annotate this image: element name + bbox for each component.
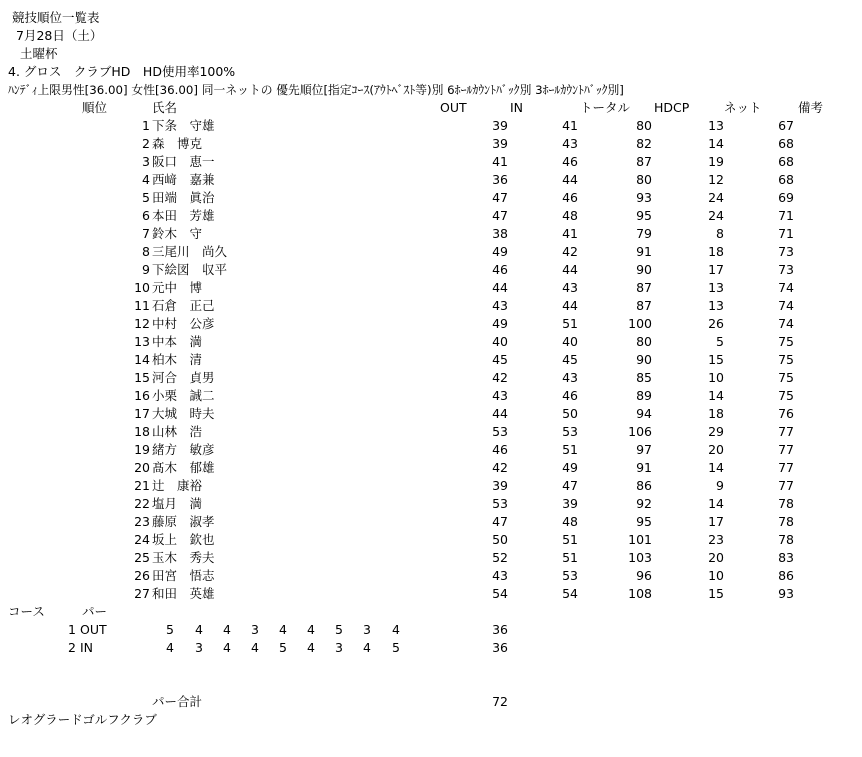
out-score: 43 xyxy=(492,388,508,403)
rank-cell: 14 xyxy=(134,352,150,367)
table-row xyxy=(0,441,862,459)
total-score: 82 xyxy=(636,136,652,151)
out-score: 42 xyxy=(492,460,508,475)
competition-format: 4. グロス クラブHD HD使用率100% xyxy=(8,64,236,79)
player-name: 緒方 敏彦 xyxy=(152,442,215,457)
rank-cell: 15 xyxy=(134,370,150,385)
table-row xyxy=(0,369,862,387)
net-score: 76 xyxy=(778,406,794,421)
rank-cell: 16 xyxy=(134,388,150,403)
player-name: 西﨑 嘉兼 xyxy=(152,172,215,187)
par-hole-5: 5 xyxy=(279,640,287,655)
rank-cell: 5 xyxy=(142,190,150,205)
table-row xyxy=(0,495,862,513)
handicap: 17 xyxy=(708,514,724,529)
out-score: 45 xyxy=(492,352,508,367)
player-name: 下絵図 収平 xyxy=(152,262,228,277)
event-date: 7月28日（土） xyxy=(16,28,103,43)
rank-cell: 6 xyxy=(142,208,150,223)
total-score: 80 xyxy=(636,334,652,349)
rank-cell: 1 xyxy=(142,118,150,133)
out-score: 39 xyxy=(492,478,508,493)
net-score: 68 xyxy=(778,136,794,151)
out-score: 39 xyxy=(492,136,508,151)
table-row xyxy=(0,171,862,189)
handicap: 5 xyxy=(716,334,724,349)
net-score: 77 xyxy=(778,442,794,457)
par-hole-4: 3 xyxy=(251,622,259,637)
header-in: IN xyxy=(510,100,524,115)
header-net: ネット xyxy=(724,100,762,115)
handicap: 29 xyxy=(708,424,724,439)
table-row xyxy=(0,585,862,603)
handicap: 13 xyxy=(708,280,724,295)
rank-cell: 23 xyxy=(134,514,150,529)
total-score: 108 xyxy=(628,586,652,601)
handicap: 24 xyxy=(708,190,724,205)
in-score: 53 xyxy=(562,424,578,439)
par-hole-9: 5 xyxy=(392,640,400,655)
rank-cell: 12 xyxy=(134,316,150,331)
par-hole-6: 4 xyxy=(307,640,315,655)
club-name: レオグラードゴルフクラブ xyxy=(8,712,157,727)
table-row xyxy=(0,333,862,351)
course-row-in xyxy=(0,639,862,657)
total-score: 89 xyxy=(636,388,652,403)
par-hole-1: 4 xyxy=(166,640,174,655)
table-row xyxy=(0,117,862,135)
player-name: 本田 芳雄 xyxy=(152,208,215,223)
in-score: 51 xyxy=(562,550,578,565)
par-hole-3: 4 xyxy=(223,640,231,655)
handicap: 14 xyxy=(708,496,724,511)
net-score: 68 xyxy=(778,172,794,187)
handicap: 14 xyxy=(708,388,724,403)
handicap: 20 xyxy=(708,550,724,565)
rank-cell: 9 xyxy=(142,262,150,277)
handicap: 9 xyxy=(716,478,724,493)
course-par-total: 36 xyxy=(492,622,508,637)
rank-cell: 22 xyxy=(134,496,150,511)
net-score: 83 xyxy=(778,550,794,565)
in-score: 48 xyxy=(562,514,578,529)
net-score: 68 xyxy=(778,154,794,169)
net-score: 93 xyxy=(778,586,794,601)
total-score: 91 xyxy=(636,460,652,475)
net-score: 71 xyxy=(778,226,794,241)
total-score: 85 xyxy=(636,370,652,385)
out-score: 47 xyxy=(492,514,508,529)
par-hole-9: 4 xyxy=(392,622,400,637)
table-row xyxy=(0,315,862,333)
course-row-out xyxy=(0,621,862,639)
total-score: 106 xyxy=(628,424,652,439)
out-score: 38 xyxy=(492,226,508,241)
player-name: 髙木 郁雄 xyxy=(152,460,215,475)
handicap: 15 xyxy=(708,586,724,601)
out-score: 44 xyxy=(492,280,508,295)
net-score: 74 xyxy=(778,298,794,313)
rank-cell: 7 xyxy=(142,226,150,241)
player-name: 玉木 秀夫 xyxy=(152,550,215,565)
handicap: 13 xyxy=(708,118,724,133)
player-name: 田端 眞治 xyxy=(152,190,215,205)
par-total-label: パー合計 xyxy=(152,694,203,709)
rank-cell: 27 xyxy=(134,586,150,601)
total-score: 90 xyxy=(636,352,652,367)
in-score: 45 xyxy=(562,352,578,367)
course-number: 2 xyxy=(68,640,76,655)
handicap: 13 xyxy=(708,298,724,313)
out-score: 36 xyxy=(492,172,508,187)
rank-cell: 11 xyxy=(134,298,150,313)
table-row xyxy=(0,225,862,243)
par-label: パー xyxy=(82,604,108,619)
in-score: 51 xyxy=(562,532,578,547)
player-name: 田宮 悟志 xyxy=(152,568,215,583)
out-score: 39 xyxy=(492,118,508,133)
out-score: 46 xyxy=(492,262,508,277)
handicap: 14 xyxy=(708,460,724,475)
table-row xyxy=(0,243,862,261)
player-name: 元中 博 xyxy=(152,280,203,295)
course-par-total: 36 xyxy=(492,640,508,655)
rank-cell: 24 xyxy=(134,532,150,547)
table-row xyxy=(0,207,862,225)
table-row xyxy=(0,477,862,495)
player-name: 鈴木 守 xyxy=(152,226,203,241)
course-number: 1 xyxy=(68,622,76,637)
net-score: 78 xyxy=(778,514,794,529)
net-score: 73 xyxy=(778,262,794,277)
player-name: 石倉 正己 xyxy=(152,298,215,313)
total-score: 94 xyxy=(636,406,652,421)
total-score: 87 xyxy=(636,298,652,313)
total-score: 100 xyxy=(628,316,652,331)
player-name: 和田 英雄 xyxy=(152,586,215,601)
total-score: 96 xyxy=(636,568,652,583)
par-hole-7: 5 xyxy=(335,622,343,637)
net-score: 74 xyxy=(778,316,794,331)
header-rank: 順位 xyxy=(82,100,108,115)
net-score: 77 xyxy=(778,424,794,439)
handicap: 23 xyxy=(708,532,724,547)
total-score: 80 xyxy=(636,118,652,133)
rank-cell: 20 xyxy=(134,460,150,475)
net-score: 78 xyxy=(778,496,794,511)
net-score: 75 xyxy=(778,334,794,349)
rank-cell: 10 xyxy=(134,280,150,295)
page-title: 競技順位一覧表 xyxy=(12,10,100,25)
handicap: 19 xyxy=(708,154,724,169)
net-score: 77 xyxy=(778,478,794,493)
in-score: 53 xyxy=(562,568,578,583)
handicap: 14 xyxy=(708,136,724,151)
par-hole-1: 5 xyxy=(166,622,174,637)
player-name: 下条 守雄 xyxy=(152,118,215,133)
par-hole-2: 3 xyxy=(195,640,203,655)
table-row xyxy=(0,531,862,549)
handicap: 12 xyxy=(708,172,724,187)
handicap: 24 xyxy=(708,208,724,223)
in-score: 44 xyxy=(562,172,578,187)
out-score: 49 xyxy=(492,316,508,331)
total-score: 80 xyxy=(636,172,652,187)
total-score: 86 xyxy=(636,478,652,493)
table-row xyxy=(0,513,862,531)
in-score: 39 xyxy=(562,496,578,511)
header-out: OUT xyxy=(440,100,467,115)
par-hole-7: 3 xyxy=(335,640,343,655)
handicap: 8 xyxy=(716,226,724,241)
par-hole-5: 4 xyxy=(279,622,287,637)
par-hole-8: 4 xyxy=(363,640,371,655)
course-label: コース xyxy=(8,604,45,619)
total-score: 87 xyxy=(636,280,652,295)
in-score: 50 xyxy=(562,406,578,421)
handicap-rules: ﾊﾝﾃﾞｨ上限男性[36.00] 女性[36.00] 同一ネットの 優先順位[指定ｺｰｽ(ｱｳﾄﾍﾞｽﾄ等)別 6ﾎｰﾙｶｳﾝﾄﾊﾞｯｸ別 3ﾎｰﾙｶｳﾝﾄﾊﾞｯｸ別] xyxy=(8,83,624,97)
rank-cell: 3 xyxy=(142,154,150,169)
par-hole-8: 3 xyxy=(363,622,371,637)
net-score: 75 xyxy=(778,352,794,367)
out-score: 42 xyxy=(492,370,508,385)
table-row xyxy=(0,261,862,279)
player-name: 三尾川 尚久 xyxy=(152,244,228,259)
out-score: 43 xyxy=(492,568,508,583)
player-name: 柏木 清 xyxy=(152,352,203,367)
total-score: 97 xyxy=(636,442,652,457)
net-score: 74 xyxy=(778,280,794,295)
total-score: 95 xyxy=(636,514,652,529)
rank-cell: 26 xyxy=(134,568,150,583)
total-score: 95 xyxy=(636,208,652,223)
total-score: 101 xyxy=(628,532,652,547)
in-score: 46 xyxy=(562,154,578,169)
rank-cell: 17 xyxy=(134,406,150,421)
out-score: 54 xyxy=(492,586,508,601)
handicap: 20 xyxy=(708,442,724,457)
in-score: 47 xyxy=(562,478,578,493)
total-score: 92 xyxy=(636,496,652,511)
total-score: 91 xyxy=(636,244,652,259)
total-score: 93 xyxy=(636,190,652,205)
rank-cell: 4 xyxy=(142,172,150,187)
table-row xyxy=(0,279,862,297)
table-row xyxy=(0,423,862,441)
in-score: 43 xyxy=(562,280,578,295)
in-score: 44 xyxy=(562,298,578,313)
header-total: トータル xyxy=(580,100,631,115)
out-score: 41 xyxy=(492,154,508,169)
table-row xyxy=(0,549,862,567)
header-notes: 備考 xyxy=(798,100,824,115)
in-score: 48 xyxy=(562,208,578,223)
table-row xyxy=(0,405,862,423)
player-name: 坂上 欽也 xyxy=(152,532,215,547)
in-score: 51 xyxy=(562,442,578,457)
total-score: 90 xyxy=(636,262,652,277)
out-score: 40 xyxy=(492,334,508,349)
in-score: 51 xyxy=(562,316,578,331)
handicap: 17 xyxy=(708,262,724,277)
out-score: 53 xyxy=(492,424,508,439)
handicap: 18 xyxy=(708,244,724,259)
out-score: 47 xyxy=(492,190,508,205)
out-score: 46 xyxy=(492,442,508,457)
table-row xyxy=(0,189,862,207)
handicap: 15 xyxy=(708,352,724,367)
rank-cell: 19 xyxy=(134,442,150,457)
table-row xyxy=(0,567,862,585)
total-score: 103 xyxy=(628,550,652,565)
player-name: 大城 時夫 xyxy=(152,406,215,421)
total-score: 87 xyxy=(636,154,652,169)
rank-cell: 21 xyxy=(134,478,150,493)
in-score: 43 xyxy=(562,136,578,151)
player-name: 藤原 淑孝 xyxy=(152,514,215,529)
player-name: 森 博克 xyxy=(152,136,203,151)
total-score: 79 xyxy=(636,226,652,241)
par-hole-6: 4 xyxy=(307,622,315,637)
table-row xyxy=(0,297,862,315)
in-score: 46 xyxy=(562,388,578,403)
handicap: 10 xyxy=(708,568,724,583)
out-score: 52 xyxy=(492,550,508,565)
net-score: 75 xyxy=(778,388,794,403)
par-hole-4: 4 xyxy=(251,640,259,655)
table-row xyxy=(0,153,862,171)
player-name: 山林 浩 xyxy=(152,424,203,439)
player-name: 辻 康裕 xyxy=(152,478,203,493)
player-name: 中村 公彦 xyxy=(152,316,215,331)
rank-cell: 8 xyxy=(142,244,150,259)
out-score: 44 xyxy=(492,406,508,421)
course-name: IN xyxy=(80,640,94,655)
table-row xyxy=(0,387,862,405)
in-score: 41 xyxy=(562,226,578,241)
table-row xyxy=(0,135,862,153)
rank-cell: 13 xyxy=(134,334,150,349)
player-name: 小栗 誠二 xyxy=(152,388,215,403)
net-score: 73 xyxy=(778,244,794,259)
course-name: OUT xyxy=(80,622,107,637)
in-score: 46 xyxy=(562,190,578,205)
net-score: 67 xyxy=(778,118,794,133)
handicap: 18 xyxy=(708,406,724,421)
net-score: 78 xyxy=(778,532,794,547)
par-hole-3: 4 xyxy=(223,622,231,637)
player-name: 塩月 満 xyxy=(152,496,203,511)
net-score: 71 xyxy=(778,208,794,223)
player-name: 中本 満 xyxy=(152,334,203,349)
header-hdcp: HDCP xyxy=(654,100,690,115)
handicap: 10 xyxy=(708,370,724,385)
in-score: 41 xyxy=(562,118,578,133)
net-score: 86 xyxy=(778,568,794,583)
in-score: 43 xyxy=(562,370,578,385)
out-score: 53 xyxy=(492,496,508,511)
handicap: 26 xyxy=(708,316,724,331)
rank-cell: 2 xyxy=(142,136,150,151)
net-score: 77 xyxy=(778,460,794,475)
in-score: 40 xyxy=(562,334,578,349)
event-name: 土曜杯 xyxy=(20,46,58,61)
out-score: 49 xyxy=(492,244,508,259)
rank-cell: 25 xyxy=(134,550,150,565)
table-row xyxy=(0,459,862,477)
rank-cell: 18 xyxy=(134,424,150,439)
out-score: 43 xyxy=(492,298,508,313)
header-name: 氏名 xyxy=(152,100,178,115)
out-score: 47 xyxy=(492,208,508,223)
player-name: 阪口 恵一 xyxy=(152,154,215,169)
par-hole-2: 4 xyxy=(195,622,203,637)
par-total-value: 72 xyxy=(492,694,508,709)
net-score: 75 xyxy=(778,370,794,385)
in-score: 54 xyxy=(562,586,578,601)
net-score: 69 xyxy=(778,190,794,205)
in-score: 49 xyxy=(562,460,578,475)
in-score: 44 xyxy=(562,262,578,277)
player-name: 河合 貞男 xyxy=(152,370,215,385)
out-score: 50 xyxy=(492,532,508,547)
table-row xyxy=(0,351,862,369)
in-score: 42 xyxy=(562,244,578,259)
